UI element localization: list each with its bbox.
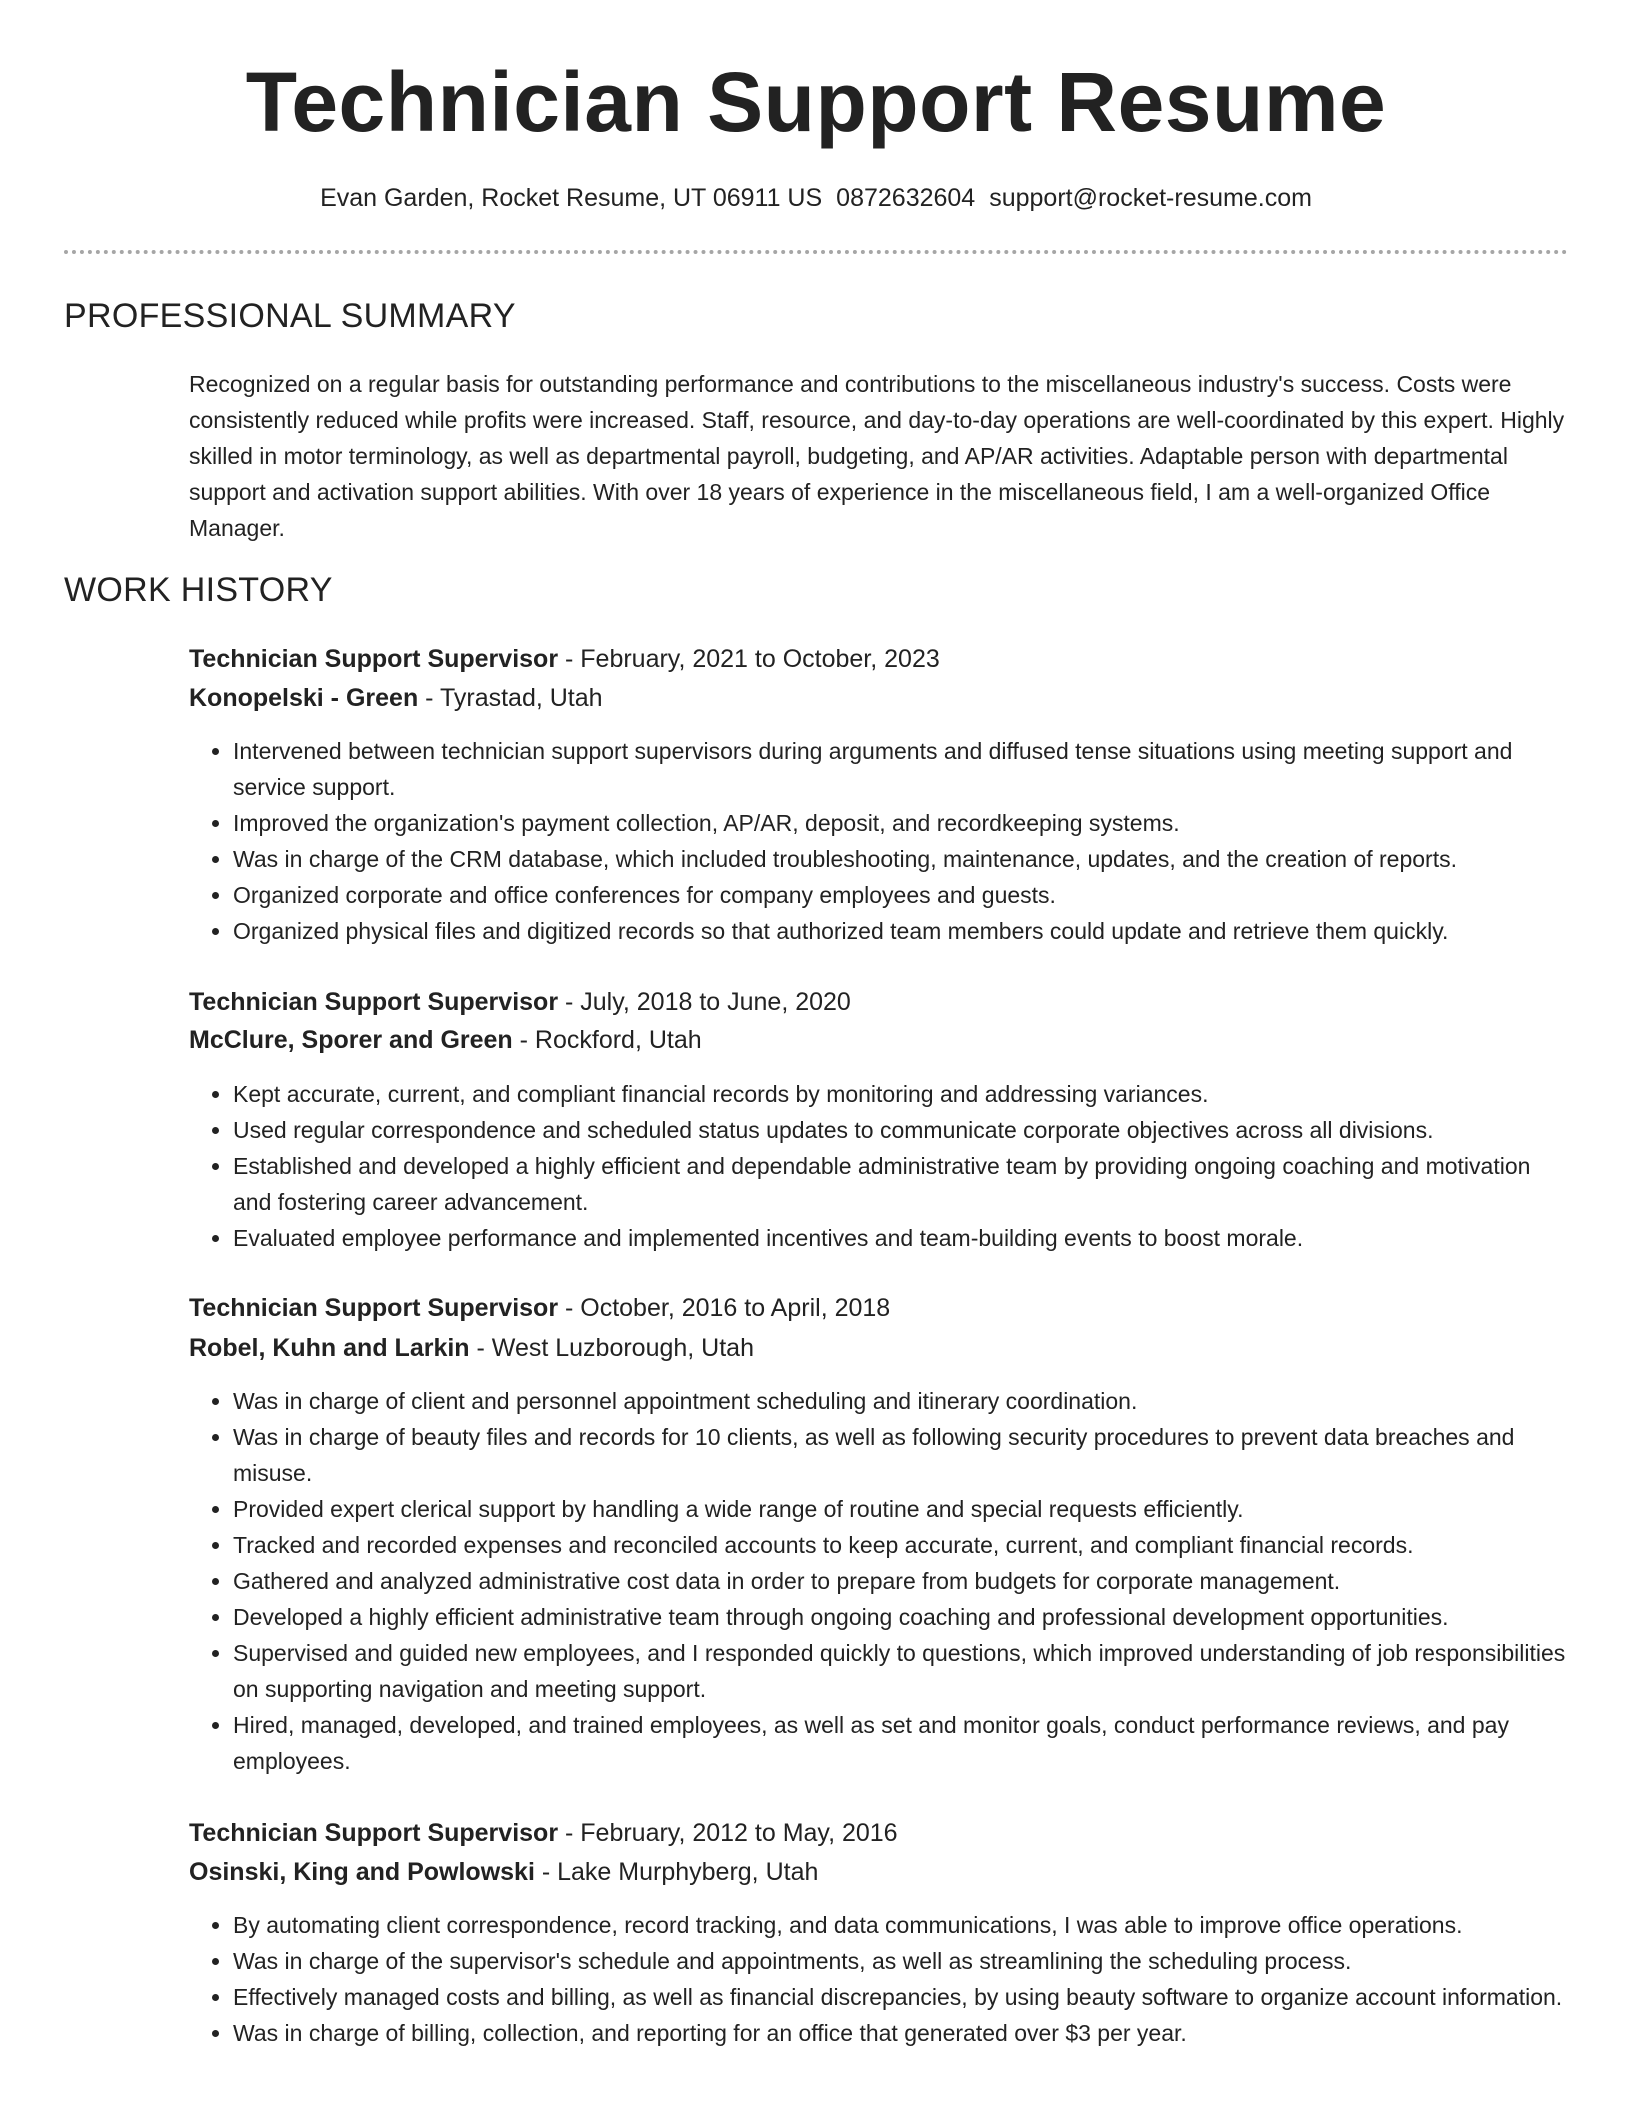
job-bullet: • Was in charge of the CRM database, which included troubleshooting, maintenance, updates, and the creation of reports. [233,841,1569,877]
job-title: Technician Support Supervisor [189,1819,559,1847]
job-company-line [189,1854,818,1890]
job-title-line [189,641,940,677]
work-history-heading: WORK HISTORY [64,571,333,609]
job-bullet: • Kept accurate, current, and compliant financial records by monitoring and addressing variances. [233,1076,1569,1112]
contact-address: Evan Garden, Rocket Resume, UT 06911 US [320,184,823,212]
job-bullet: • Was in charge of the supervisor's schedule and appointments, as well as streamlining the scheduling process. [233,1943,1569,1979]
page-title: Technician Support Resume [245,55,1387,149]
job-bullet: • By automating client correspondence, record tracking, and data communications, I was able to improve office operations. [233,1907,1569,1943]
job-company: McClure, Sporer and Green [189,1026,513,1054]
job-location: - Lake Murphyberg, Utah [534,1858,819,1886]
job-title-line [189,1290,890,1326]
job-location: - Tyrastad, Utah [418,684,603,712]
job-title: Technician Support Supervisor [189,645,559,673]
job-bullets [189,1383,1569,1779]
job-bullet: • Established and developed a highly efficient and dependable administrative team by providing ongoing coaching and motivation and fostering career advancement. [233,1148,1569,1220]
job-bullet: • Improved the organization's payment collection, AP/AR, deposit, and recordkeeping systems. [233,805,1569,841]
summary-text: Recognized on a regular basis for outstanding performance and contributions to the miscellaneous industry's success. Costs were consistently reduced while profits were increased. Staff, resource, and day-to-day operations are well-coordinated by this expert. Highly skilled in motor terminology, as well as departmental payroll, budgeting, and AP/AR activities. Adaptable person with departmental support and activation support abilities. With over 18 years of experience in the miscellaneous field, I am a well-organized Office Manager. [189,371,1565,541]
job-bullet: • Organized physical files and digitized records so that authorized team members could update and retrieve them quickly. [233,913,1569,949]
job-company-line [189,680,603,716]
job-bullets [189,733,1569,949]
job-bullet: • Hired, managed, developed, and trained employees, as well as set and monitor goals, conduct performance reviews, and pay employees. [233,1707,1569,1779]
job-title: Technician Support Supervisor [189,1294,559,1322]
job-bullet: • Was in charge of billing, collection, and reporting for an office that generated over $3 per year. [233,2015,1569,2051]
job-company-line [189,1330,754,1366]
job-title-line [189,1815,898,1851]
job-company: Robel, Kuhn and Larkin [189,1334,470,1362]
job-bullet: • Developed a highly efficient administrative team through ongoing coaching and professional development opportunities. [233,1599,1569,1635]
job-bullet: • Evaluated employee performance and implemented incentives and team-building events to boost morale. [233,1220,1569,1256]
job-title-line [189,984,851,1020]
job-bullets [189,1076,1569,1256]
job-bullet: • Organized corporate and office conferences for company employees and guests. [233,877,1569,913]
job-bullet: • Was in charge of client and personnel appointment scheduling and itinerary coordination. [233,1383,1569,1419]
job-location: - West Luzborough, Utah [469,1334,754,1362]
contact-line [0,180,1632,216]
job-dates: - February, 2021 to October, 2023 [558,645,940,673]
job-bullet: • Was in charge of beauty files and records for 10 clients, as well as following security procedures to prevent data breaches and misuse. [233,1419,1569,1491]
job-bullet: • Provided expert clerical support by handling a wide range of routine and special requests efficiently. [233,1491,1569,1527]
job-bullet: • Supervised and guided new employees, and I responded quickly to questions, which improved understanding of job responsibilities on supporting navigation and meeting support. [233,1635,1569,1707]
job-bullet: • Used regular correspondence and scheduled status updates to communicate corporate objectives across all divisions. [233,1112,1569,1148]
job-dates: - October, 2016 to April, 2018 [558,1294,891,1322]
job-bullet: • Tracked and recorded expenses and reconciled accounts to keep accurate, current, and compliant financial records. [233,1527,1569,1563]
job-bullet: • Gathered and analyzed administrative cost data in order to prepare from budgets for corporate management. [233,1563,1569,1599]
header-divider [64,250,1568,254]
job-company: Konopelski - Green [189,684,419,712]
job-dates: - July, 2018 to June, 2020 [558,988,851,1016]
contact-email: support@rocket-resume.com [989,184,1312,212]
job-bullet: • Effectively managed costs and billing, as well as financial discrepancies, by using beauty software to organize account information. [233,1979,1569,2015]
summary-heading: PROFESSIONAL SUMMARY [64,297,516,335]
job-title: Technician Support Supervisor [189,988,559,1016]
job-company: Osinski, King and Powlowski [189,1858,535,1886]
job-bullet: • Intervened between technician support supervisors during arguments and diffused tense situations using meeting support and service support. [233,733,1569,805]
job-dates: - February, 2012 to May, 2016 [558,1819,898,1847]
job-company-line [189,1022,702,1058]
job-bullets [189,1907,1569,2051]
contact-phone: 0872632604 [836,184,976,212]
job-location: - Rockford, Utah [512,1026,702,1054]
